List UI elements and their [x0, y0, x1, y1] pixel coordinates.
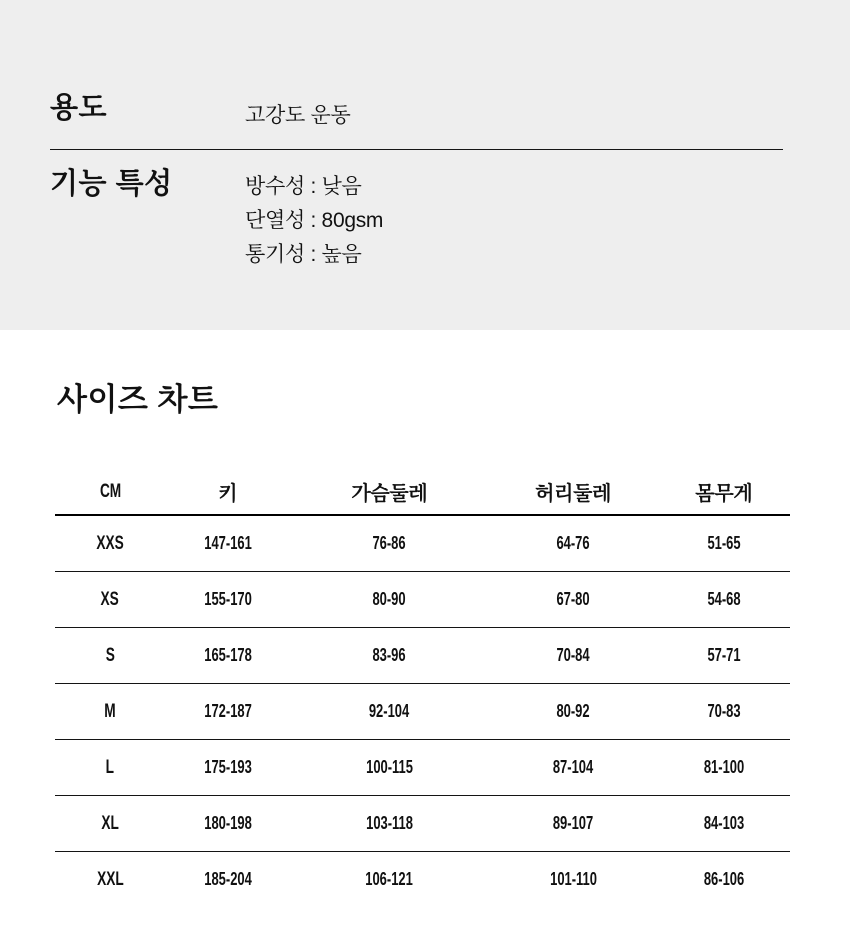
cell-chest: [290, 796, 488, 852]
weight-header-label: 몸무게: [695, 482, 753, 505]
cell-height: [165, 852, 290, 908]
weight-value: 57-71: [707, 645, 741, 665]
waist-header-label: 허리둘레: [535, 482, 612, 505]
cell-size: [55, 515, 165, 572]
waist-value: 87-104: [552, 757, 594, 777]
cell-chest: [290, 740, 488, 796]
size-label: S: [105, 644, 115, 666]
feature-item-waterproof: 방수성 : 낮음: [245, 175, 362, 198]
usage-label: 용도: [50, 92, 108, 124]
cell-height: [165, 740, 290, 796]
usage-row: [50, 0, 783, 150]
chest-value: 106-121: [365, 869, 414, 889]
cell-weight: [658, 852, 790, 908]
cell-weight: [658, 684, 790, 740]
size-label: L: [105, 756, 115, 778]
col-header-waist: [489, 468, 658, 515]
weight-value: 54-68: [707, 589, 741, 609]
waist-value: 80-92: [556, 701, 590, 721]
cell-height: [165, 515, 290, 572]
cell-size: [55, 740, 165, 796]
cell-weight: [658, 572, 790, 628]
weight-value: 70-83: [707, 701, 741, 721]
size-row-xxs: [55, 515, 790, 572]
col-header-unit: [55, 468, 165, 515]
height-value: 180-198: [203, 813, 252, 833]
size-label: XXS: [96, 532, 124, 554]
cell-weight: [658, 740, 790, 796]
weight-value: 51-65: [707, 533, 741, 553]
cell-weight: [658, 796, 790, 852]
height-value: 185-204: [203, 869, 252, 889]
height-value: 147-161: [203, 533, 252, 553]
chest-value: 80-90: [372, 589, 406, 609]
waist-value: 67-80: [556, 589, 590, 609]
height-value: 175-193: [203, 757, 252, 777]
cell-waist: [489, 572, 658, 628]
size-chart-title: 사이즈 차트: [57, 382, 219, 417]
chest-value: 92-104: [369, 701, 410, 721]
cell-chest: [290, 515, 488, 572]
size-chart-table: [55, 468, 790, 907]
cell-size: [55, 684, 165, 740]
cell-waist: [489, 740, 658, 796]
waist-value: 89-107: [552, 813, 594, 833]
chest-value: 100-115: [365, 757, 413, 777]
cell-waist: [489, 852, 658, 908]
unit-header-label: CM: [99, 480, 121, 502]
cell-waist: [489, 684, 658, 740]
cell-chest: [290, 684, 488, 740]
height-value: 172-187: [203, 701, 252, 721]
cell-weight: [658, 628, 790, 684]
cell-waist: [489, 796, 658, 852]
cell-size: [55, 796, 165, 852]
cell-height: [165, 628, 290, 684]
weight-value: 84-103: [703, 813, 745, 833]
cell-waist: [489, 515, 658, 572]
col-header-height: [165, 468, 290, 515]
size-row-xxl: [55, 852, 790, 908]
waist-value: 101-110: [549, 869, 597, 889]
cell-size: [55, 572, 165, 628]
size-chart-section: [0, 330, 850, 907]
chest-value: 76-86: [372, 533, 406, 553]
usage-value: 고강도 운동: [245, 104, 351, 127]
feature-item-breathability: 통기성 : 높음: [245, 243, 362, 266]
size-label: M: [104, 700, 116, 722]
col-header-weight: [658, 468, 790, 515]
spec-panel-inner: [50, 0, 783, 272]
cell-chest: [290, 628, 488, 684]
weight-value: 86-106: [703, 869, 745, 889]
size-label: XS: [100, 588, 120, 610]
size-row-xs: [55, 572, 790, 628]
size-row-m: [55, 684, 790, 740]
height-header-label: 키: [218, 482, 238, 505]
waist-value: 70-84: [556, 645, 590, 665]
size-row-s: [55, 628, 790, 684]
weight-value: 81-100: [703, 757, 745, 777]
chest-value: 103-118: [365, 813, 413, 833]
cell-chest: [290, 852, 488, 908]
chest-header-label: 가슴둘레: [351, 482, 428, 505]
cell-waist: [489, 628, 658, 684]
features-row: [50, 150, 783, 272]
size-chart-header-row: [55, 468, 790, 515]
feature-item-insulation: 단열성 : 80gsm: [245, 209, 384, 232]
col-header-chest: [290, 468, 488, 515]
cell-weight: [658, 515, 790, 572]
spec-panel: [0, 0, 850, 330]
cell-size: [55, 628, 165, 684]
chest-value: 83-96: [372, 645, 406, 665]
cell-chest: [290, 572, 488, 628]
height-value: 165-178: [203, 645, 252, 665]
features-label: 기능 특성: [50, 168, 173, 200]
feature-list: [245, 168, 383, 272]
cell-height: [165, 684, 290, 740]
cell-height: [165, 572, 290, 628]
size-label: XXL: [96, 868, 124, 890]
cell-size: [55, 852, 165, 908]
waist-value: 64-76: [556, 533, 590, 553]
size-label: XL: [101, 812, 119, 834]
cell-height: [165, 796, 290, 852]
size-row-xl: [55, 796, 790, 852]
size-row-l: [55, 740, 790, 796]
height-value: 155-170: [203, 589, 252, 609]
